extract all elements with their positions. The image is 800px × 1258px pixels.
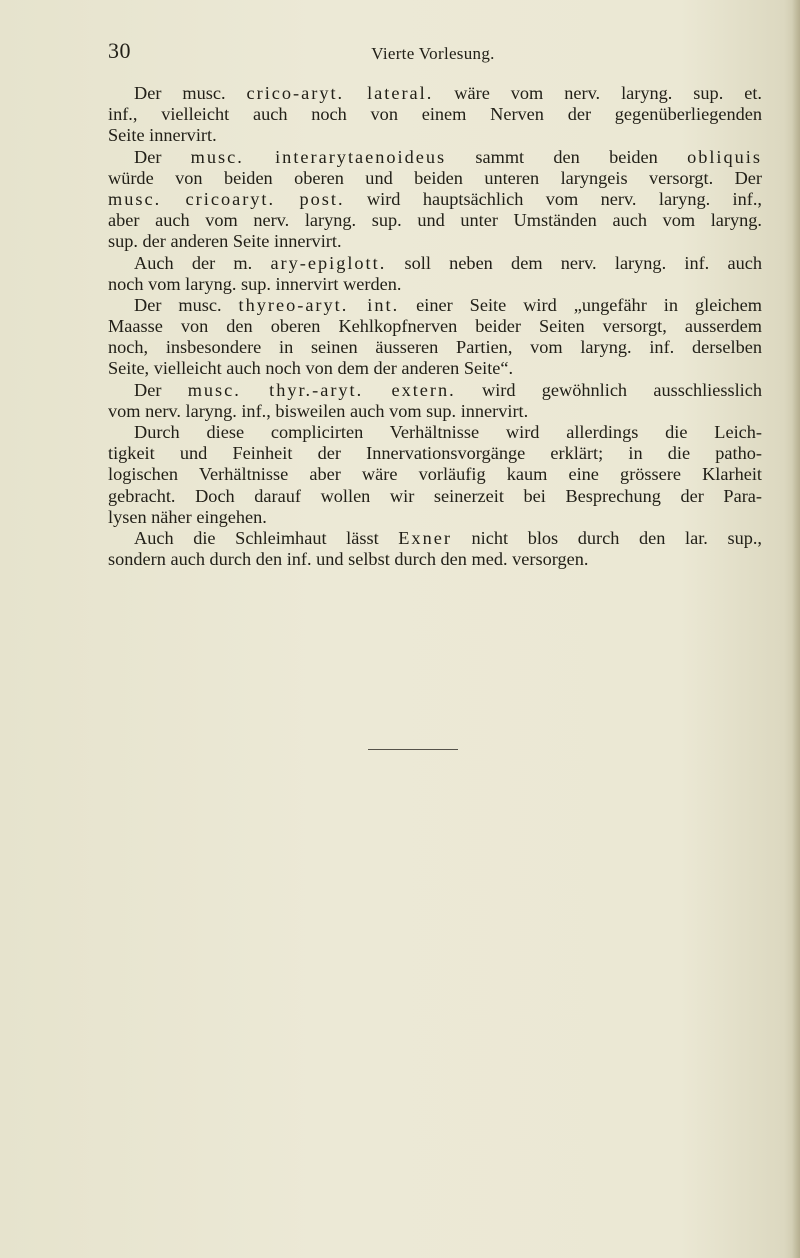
text-line (108, 316, 762, 337)
page-number: 30 (108, 38, 131, 63)
text-segment: einer Seite wird „ungefähr in gleichem (399, 294, 762, 315)
spaced-term: obliquis (687, 146, 762, 167)
spaced-term: ary-epiglott. (270, 252, 387, 273)
text-line (108, 189, 762, 210)
text-line (108, 464, 762, 485)
text-segment: noch, insbesondere in seinen äusseren Partien, vom laryng. inf. derselben (108, 337, 762, 358)
text-segment: sup. der anderen Seite innervirt. (108, 231, 342, 252)
text-line (108, 253, 762, 274)
text-segment: logischen Verhältnisse aber wäre vorläufig kaum eine grössere Klarheit (108, 464, 762, 485)
text-line (108, 507, 762, 528)
text-line (108, 380, 762, 401)
text-segment: Der musc. (134, 294, 239, 315)
closing-rule (368, 749, 458, 750)
text-segment: Auch die Schleimhaut lässt (134, 527, 399, 548)
text-line (108, 210, 762, 231)
text-line (108, 168, 762, 189)
text-segment: sammt den beiden (446, 146, 688, 167)
text-segment: tigkeit und Feinheit der Innervationsvorgänge erklärt; in die patho- (108, 443, 762, 464)
text-segment: Seite, vielleicht auch noch von dem der anderen Seite“. (108, 358, 514, 379)
spaced-term: crico-aryt. lateral. (246, 83, 434, 103)
text-segment: lysen näher eingehen. (108, 506, 267, 527)
spaced-term: Exner (398, 527, 452, 548)
text-line (108, 104, 762, 125)
text-segment: soll neben dem nerv. laryng. inf. auch (386, 252, 762, 273)
text-segment: würde von beiden oberen und beiden unteren laryngeis versorgt. Der (108, 167, 762, 188)
text-segment: Seite innervirt. (108, 125, 217, 146)
body-text (108, 83, 762, 570)
running-head: Vierte Vorlesung. (371, 44, 495, 63)
text-segment: wäre vom nerv. laryng. sup. et. (433, 83, 762, 103)
text-segment: nicht blos durch den lar. sup., (451, 527, 762, 548)
text-line (108, 231, 762, 252)
text-line (108, 401, 762, 422)
text-line (108, 486, 762, 507)
text-line (108, 83, 762, 104)
text-segment: aber auch vom nerv. laryng. sup. und unter Umständen auch vom laryng. (108, 210, 762, 231)
text-segment: wird hauptsächlich vom nerv. laryng. inf., (344, 188, 763, 209)
text-line (108, 549, 762, 570)
text-line (108, 528, 762, 549)
spaced-term: thyreo-aryt. int. (238, 294, 400, 315)
text-segment: noch vom laryng. sup. innervirt werden. (108, 273, 402, 294)
text-segment: Der musc. (134, 83, 247, 103)
text-segment: gebracht. Doch darauf wollen wir seinerzeit bei Besprechung der Para- (108, 485, 762, 506)
text-line (108, 422, 762, 443)
text-segment: Auch der m. (134, 252, 271, 273)
text-line (108, 274, 762, 295)
text-segment: sondern auch durch den inf. und selbst durch den med. versorgen. (108, 549, 589, 570)
text-line (108, 337, 762, 358)
text-segment: Der (134, 146, 191, 167)
page-header (108, 38, 758, 68)
page-spine-shadow (792, 0, 800, 1258)
spaced-term: musc. cricoaryt. post. (108, 188, 345, 209)
text-segment: Durch diese complicirten Verhältnisse wird allerdings die Leich- (134, 422, 762, 442)
spaced-term: musc. thyr.-aryt. extern. (187, 379, 456, 400)
text-line (108, 295, 762, 316)
text-segment: wird gewöhnlich ausschliesslich (455, 379, 763, 400)
text-line (108, 358, 762, 379)
text-segment: Maasse von den oberen Kehlkopfnerven beider Seiten versorgt, ausserdem (108, 316, 762, 337)
text-line (108, 443, 762, 464)
text-segment: inf., vielleicht auch noch von einem Nerven der gegenüberliegenden (108, 104, 762, 125)
text-segment: Der (134, 379, 188, 400)
text-segment: vom nerv. laryng. inf., bisweilen auch vom sup. innervirt. (108, 400, 529, 421)
text-line (108, 125, 762, 146)
text-line (108, 147, 762, 168)
spaced-term: musc. interarytaenoideus (190, 146, 447, 167)
